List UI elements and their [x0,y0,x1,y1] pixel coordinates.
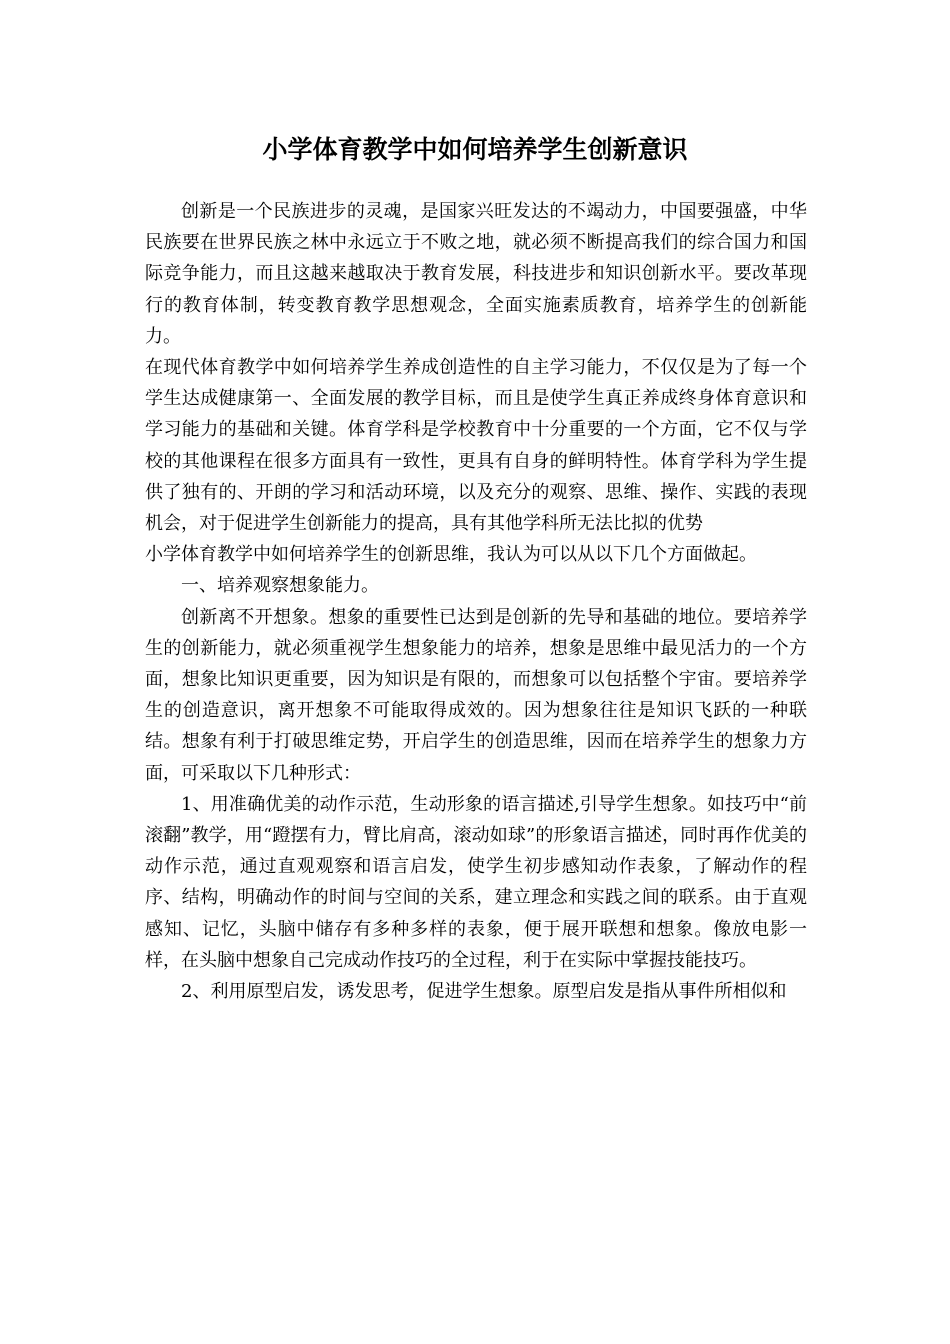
page-title: 小学体育教学中如何培养学生创新意识 [262,135,688,164]
section-heading-observation: 一、培养观察想象能力。 [181,575,379,597]
paragraph-imagination: 创新离不开想象。想象的重要性已达到是创新的先导和基础的地位。要培养学生的创新能力，就必须重视学生想象能力的培养，想象是思维中最见活力的一个方面，想象比知识更重要，因为知识是有限的，而想象可以包括整个宇宙。要培养学生的创造意识，离开想象不可能取得成效的。因为想象往往是知识飞跃的一种联结。想象有利于打破思维定势，开启学生的创造思维，因而在培养学生的想象力方面，可采取以下几种形式： [145,606,807,784]
paragraph-point-2: 2、利用原型启发，诱发思考，促进学生想象。原型启发是指从事件所相似和 [181,981,787,1003]
paragraph-intro: 创新是一个民族进步的灵魂，是国家兴旺发达的不竭动力，中国要强盛，中华民族要在世界民族之林中永远立于不败之地，就必须不断提高我们的综合国力和国际竞争能力，而且这越来越取决于教育发展，科技进步和知识创新水平。要改革现行的教育体制，转变教育教学思想观念，全面实施素质教育，培养学生的创新能力。 [145,201,807,347]
paragraph-modern-teaching: 在现代体育教学中如何培养学生养成创造性的自主学习能力，不仅仅是为了每一个学生达成健康第一、全面发展的教学目标，而且是使学生真正养成终身体育意识和学习能力的基础和关键。体育学科是学校教育中十分重要的一个方面，它不仅与学校的其他课程在很多方面具有一致性，更具有自身的鲜明特性。体育学科为学生提供了独有的、开朗的学习和活动环境，以及充分的观察、思维、操作、实践的表现机会，对于促进学生创新能力的提高，具有其他学科所无法比拟的优势 [145,357,807,535]
document-body [145,196,807,1007]
paragraph-approach: 小学体育教学中如何培养学生的创新思维，我认为可以从以下几个方面做起。 [145,544,757,566]
paragraph-point-1: 1、用准确优美的动作示范，生动形象的语言描述,引导学生想象。如技巧中“前滚翻”教学，用“蹬摆有力，臂比肩高，滚动如球”的形象语言描述，同时再作优美的动作示范，通过直观观察和语言启发，使学生初步感知动作表象，了解动作的程序、结构，明确动作的时间与空间的关系，建立理念和实践之间的联系。由于直观感知、记忆，头脑中储存有多种多样的表象，便于展开联想和想象。像放电影一样，在头脑中想象自己完成动作技巧的全过程，利于在实际中掌握技能技巧。 [145,793,807,971]
